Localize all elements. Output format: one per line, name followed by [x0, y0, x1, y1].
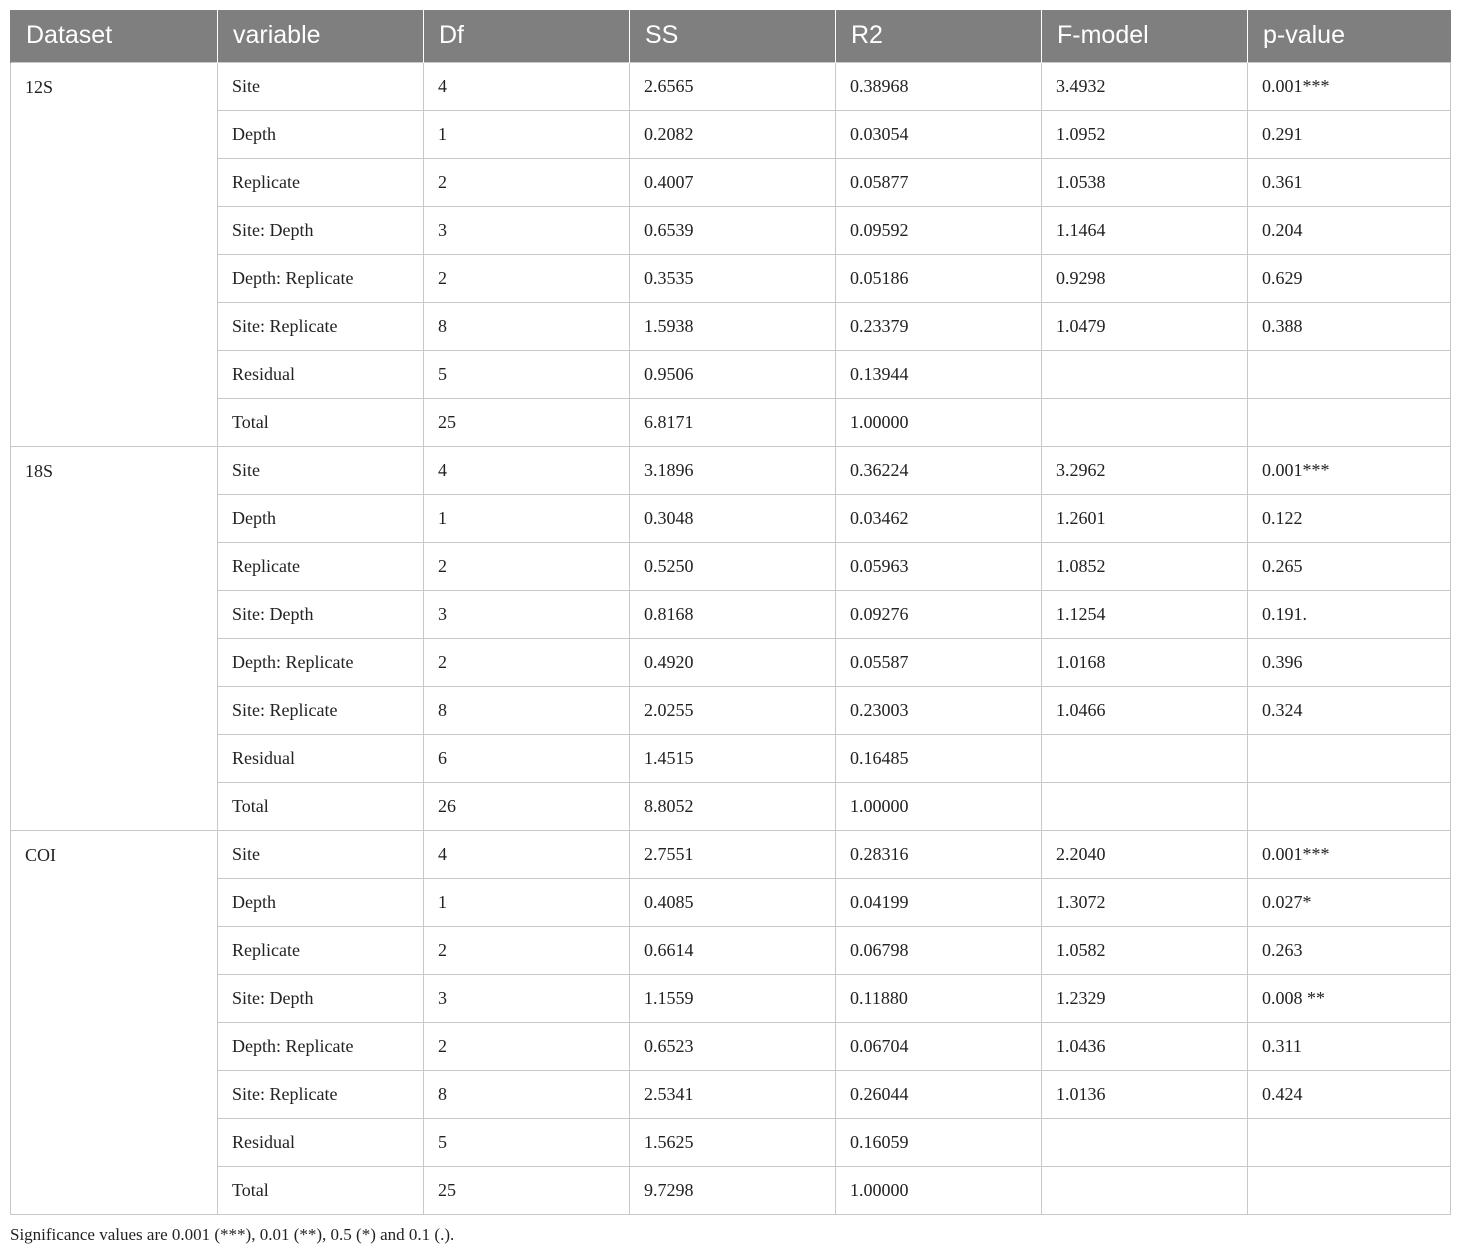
- table-row: [11, 926, 1451, 974]
- f-model-cell: 1.0466: [1042, 686, 1248, 734]
- variable-cell: Site: [218, 446, 424, 494]
- variable-cell: Total: [218, 1166, 424, 1214]
- table-row: [11, 158, 1451, 206]
- df-cell: 2: [424, 542, 630, 590]
- f-model-cell: 0.9298: [1042, 254, 1248, 302]
- table-row: [11, 206, 1451, 254]
- ss-cell: 0.6523: [630, 1022, 836, 1070]
- df-cell: 2: [424, 158, 630, 206]
- df-cell: 3: [424, 590, 630, 638]
- r2-cell: 1.00000: [836, 398, 1042, 446]
- variable-cell: Site: Replicate: [218, 686, 424, 734]
- f-model-cell: [1042, 782, 1248, 830]
- ss-cell: 6.8171: [630, 398, 836, 446]
- table-row: [11, 542, 1451, 590]
- table-row: [11, 302, 1451, 350]
- r2-cell: 0.16059: [836, 1118, 1042, 1166]
- ss-cell: 0.4920: [630, 638, 836, 686]
- ss-cell: 0.4085: [630, 878, 836, 926]
- dataset-cell: 18S: [11, 446, 218, 830]
- ss-cell: 0.4007: [630, 158, 836, 206]
- variable-cell: Depth: Replicate: [218, 254, 424, 302]
- df-cell: 5: [424, 350, 630, 398]
- p-value-cell: 0.311: [1248, 1022, 1451, 1070]
- p-value-cell: [1248, 398, 1451, 446]
- ss-cell: 2.0255: [630, 686, 836, 734]
- variable-cell: Site: Replicate: [218, 1070, 424, 1118]
- r2-cell: 0.13944: [836, 350, 1042, 398]
- table-footnote: Significance values are 0.001 (***), 0.01 (**), 0.5 (*) and 0.1 (.).: [10, 1225, 455, 1244]
- df-cell: 4: [424, 62, 630, 110]
- p-value-cell: 0.388: [1248, 302, 1451, 350]
- p-value-cell: 0.291: [1248, 110, 1451, 158]
- p-value-cell: 0.629: [1248, 254, 1451, 302]
- f-model-cell: 1.2329: [1042, 974, 1248, 1022]
- header-dataset: Dataset: [11, 10, 218, 62]
- variable-cell: Depth: Replicate: [218, 638, 424, 686]
- f-model-cell: 1.0136: [1042, 1070, 1248, 1118]
- dataset-cell: COI: [11, 830, 218, 1214]
- f-model-cell: 1.0952: [1042, 110, 1248, 158]
- r2-cell: 0.03462: [836, 494, 1042, 542]
- p-value-cell: 0.324: [1248, 686, 1451, 734]
- f-model-cell: [1042, 734, 1248, 782]
- r2-cell: 0.03054: [836, 110, 1042, 158]
- df-cell: 6: [424, 734, 630, 782]
- f-model-cell: [1042, 1118, 1248, 1166]
- r2-cell: 0.04199: [836, 878, 1042, 926]
- p-value-cell: 0.001***: [1248, 446, 1451, 494]
- f-model-cell: 1.0168: [1042, 638, 1248, 686]
- ss-cell: 1.5625: [630, 1118, 836, 1166]
- p-value-cell: 0.027*: [1248, 878, 1451, 926]
- ss-cell: 2.6565: [630, 62, 836, 110]
- table-row: [11, 1070, 1451, 1118]
- table-row: [11, 494, 1451, 542]
- df-cell: 4: [424, 446, 630, 494]
- p-value-cell: 0.361: [1248, 158, 1451, 206]
- f-model-cell: 1.1254: [1042, 590, 1248, 638]
- p-value-cell: [1248, 782, 1451, 830]
- r2-cell: 0.05963: [836, 542, 1042, 590]
- variable-cell: Site: [218, 830, 424, 878]
- r2-cell: 0.11880: [836, 974, 1042, 1022]
- variable-cell: Site: Depth: [218, 974, 424, 1022]
- ss-cell: 0.2082: [630, 110, 836, 158]
- f-model-cell: 2.2040: [1042, 830, 1248, 878]
- r2-cell: 0.09276: [836, 590, 1042, 638]
- p-value-cell: [1248, 350, 1451, 398]
- header-p-value: p-value: [1248, 10, 1451, 62]
- table-row: [11, 62, 1451, 110]
- df-cell: 8: [424, 686, 630, 734]
- df-cell: 25: [424, 1166, 630, 1214]
- header-row: [11, 10, 1451, 62]
- variable-cell: Replicate: [218, 926, 424, 974]
- table-body: [11, 62, 1451, 1214]
- table-row: [11, 1022, 1451, 1070]
- r2-cell: 0.23003: [836, 686, 1042, 734]
- table-row: [11, 974, 1451, 1022]
- p-value-cell: 0.263: [1248, 926, 1451, 974]
- df-cell: 2: [424, 254, 630, 302]
- dataset-cell: 12S: [11, 62, 218, 446]
- p-value-cell: 0.008 **: [1248, 974, 1451, 1022]
- p-value-cell: 0.191.: [1248, 590, 1451, 638]
- p-value-cell: [1248, 1118, 1451, 1166]
- header-ss: SS: [630, 10, 836, 62]
- df-cell: 2: [424, 1022, 630, 1070]
- p-value-cell: 0.204: [1248, 206, 1451, 254]
- f-model-cell: [1042, 1166, 1248, 1214]
- p-value-cell: [1248, 734, 1451, 782]
- header-df: Df: [424, 10, 630, 62]
- f-model-cell: 1.0479: [1042, 302, 1248, 350]
- r2-cell: 0.38968: [836, 62, 1042, 110]
- df-cell: 3: [424, 974, 630, 1022]
- ss-cell: 2.7551: [630, 830, 836, 878]
- variable-cell: Site: Replicate: [218, 302, 424, 350]
- r2-cell: 0.05186: [836, 254, 1042, 302]
- variable-cell: Replicate: [218, 542, 424, 590]
- r2-cell: 0.05587: [836, 638, 1042, 686]
- r2-cell: 0.05877: [836, 158, 1042, 206]
- permanova-table-container: [10, 10, 1450, 1215]
- table-row: [11, 254, 1451, 302]
- variable-cell: Depth: Replicate: [218, 1022, 424, 1070]
- ss-cell: 9.7298: [630, 1166, 836, 1214]
- f-model-cell: 1.0582: [1042, 926, 1248, 974]
- r2-cell: 0.23379: [836, 302, 1042, 350]
- table-row: [11, 110, 1451, 158]
- variable-cell: Total: [218, 398, 424, 446]
- variable-cell: Depth: [218, 110, 424, 158]
- f-model-cell: 1.0436: [1042, 1022, 1248, 1070]
- variable-cell: Residual: [218, 1118, 424, 1166]
- df-cell: 1: [424, 110, 630, 158]
- f-model-cell: 1.2601: [1042, 494, 1248, 542]
- header-r2: R2: [836, 10, 1042, 62]
- ss-cell: 0.6614: [630, 926, 836, 974]
- permanova-table: [10, 10, 1451, 1215]
- df-cell: 25: [424, 398, 630, 446]
- table-row: [11, 638, 1451, 686]
- table-header: [11, 10, 1451, 62]
- variable-cell: Replicate: [218, 158, 424, 206]
- table-row: [11, 686, 1451, 734]
- r2-cell: 0.26044: [836, 1070, 1042, 1118]
- p-value-cell: 0.424: [1248, 1070, 1451, 1118]
- f-model-cell: 1.0538: [1042, 158, 1248, 206]
- table-row: [11, 350, 1451, 398]
- p-value-cell: 0.122: [1248, 494, 1451, 542]
- table-row: [11, 830, 1451, 878]
- f-model-cell: [1042, 350, 1248, 398]
- table-row: [11, 878, 1451, 926]
- df-cell: 3: [424, 206, 630, 254]
- f-model-cell: [1042, 398, 1248, 446]
- ss-cell: 1.5938: [630, 302, 836, 350]
- variable-cell: Residual: [218, 350, 424, 398]
- variable-cell: Residual: [218, 734, 424, 782]
- df-cell: 8: [424, 1070, 630, 1118]
- r2-cell: 0.36224: [836, 446, 1042, 494]
- df-cell: 8: [424, 302, 630, 350]
- table-row: [11, 734, 1451, 782]
- df-cell: 2: [424, 926, 630, 974]
- table-row: [11, 782, 1451, 830]
- variable-cell: Site: Depth: [218, 590, 424, 638]
- r2-cell: 1.00000: [836, 782, 1042, 830]
- ss-cell: 8.8052: [630, 782, 836, 830]
- f-model-cell: 1.3072: [1042, 878, 1248, 926]
- df-cell: 1: [424, 494, 630, 542]
- ss-cell: 0.3048: [630, 494, 836, 542]
- table-row: [11, 398, 1451, 446]
- variable-cell: Depth: [218, 878, 424, 926]
- f-model-cell: 1.0852: [1042, 542, 1248, 590]
- variable-cell: Total: [218, 782, 424, 830]
- ss-cell: 1.1559: [630, 974, 836, 1022]
- ss-cell: 0.5250: [630, 542, 836, 590]
- df-cell: 5: [424, 1118, 630, 1166]
- p-value-cell: 0.396: [1248, 638, 1451, 686]
- table-row: [11, 1118, 1451, 1166]
- table-row: [11, 446, 1451, 494]
- ss-cell: 0.6539: [630, 206, 836, 254]
- ss-cell: 0.9506: [630, 350, 836, 398]
- f-model-cell: 1.1464: [1042, 206, 1248, 254]
- df-cell: 1: [424, 878, 630, 926]
- r2-cell: 1.00000: [836, 1166, 1042, 1214]
- p-value-cell: [1248, 1166, 1451, 1214]
- f-model-cell: 3.2962: [1042, 446, 1248, 494]
- f-model-cell: 3.4932: [1042, 62, 1248, 110]
- df-cell: 2: [424, 638, 630, 686]
- p-value-cell: 0.265: [1248, 542, 1451, 590]
- p-value-cell: 0.001***: [1248, 830, 1451, 878]
- r2-cell: 0.09592: [836, 206, 1042, 254]
- r2-cell: 0.06798: [836, 926, 1042, 974]
- ss-cell: 0.3535: [630, 254, 836, 302]
- r2-cell: 0.06704: [836, 1022, 1042, 1070]
- df-cell: 26: [424, 782, 630, 830]
- variable-cell: Site: Depth: [218, 206, 424, 254]
- df-cell: 4: [424, 830, 630, 878]
- r2-cell: 0.16485: [836, 734, 1042, 782]
- header-f-model: F-model: [1042, 10, 1248, 62]
- variable-cell: Site: [218, 62, 424, 110]
- header-variable: variable: [218, 10, 424, 62]
- p-value-cell: 0.001***: [1248, 62, 1451, 110]
- ss-cell: 3.1896: [630, 446, 836, 494]
- r2-cell: 0.28316: [836, 830, 1042, 878]
- ss-cell: 2.5341: [630, 1070, 836, 1118]
- table-row: [11, 1166, 1451, 1214]
- ss-cell: 1.4515: [630, 734, 836, 782]
- ss-cell: 0.8168: [630, 590, 836, 638]
- variable-cell: Depth: [218, 494, 424, 542]
- table-row: [11, 590, 1451, 638]
